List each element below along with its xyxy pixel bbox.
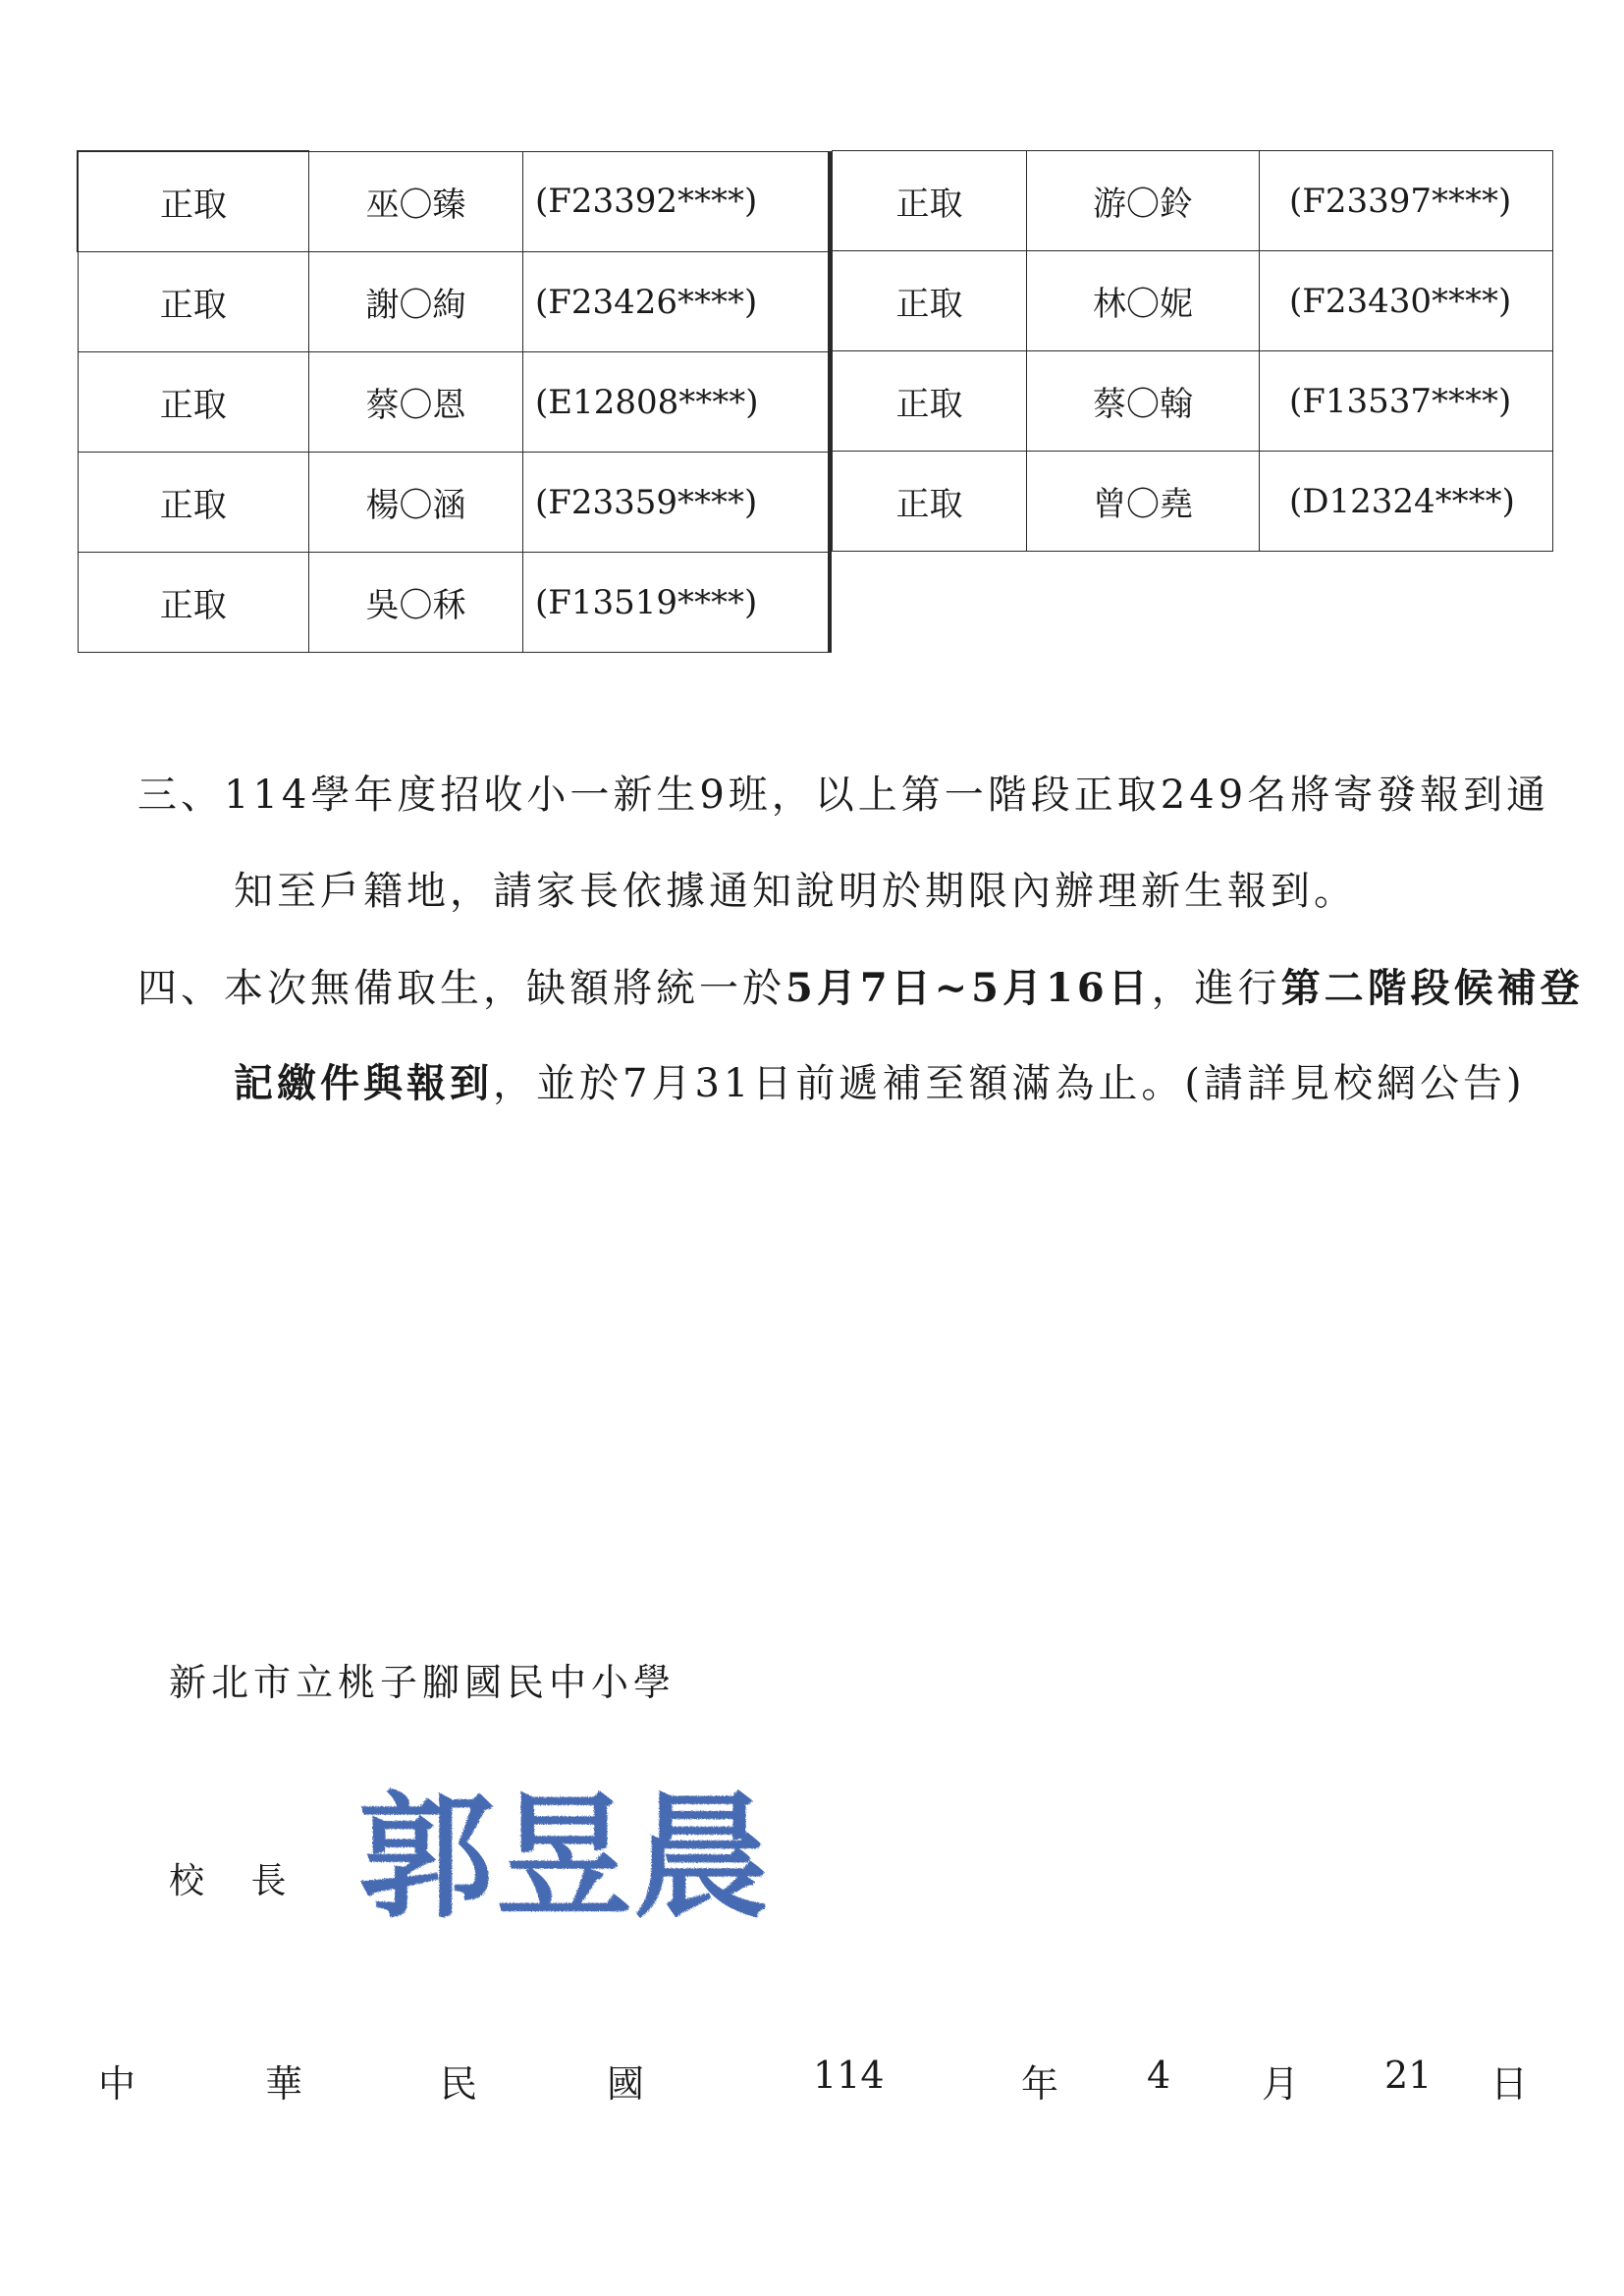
admission-table-left xyxy=(77,150,832,653)
notice-emphasis: 第二階段候補登 xyxy=(1280,965,1584,1011)
name-cell: 林〇妮 xyxy=(1027,251,1260,351)
status-cell: 正取 xyxy=(833,151,1027,251)
admission-table-right xyxy=(832,150,1553,552)
id-cell: (F13519****) xyxy=(523,553,831,653)
id-cell: (D12324****) xyxy=(1260,452,1553,552)
date-month: 4 xyxy=(1147,2054,1171,2097)
table-row xyxy=(78,553,830,653)
table-row xyxy=(78,151,830,252)
date-char: 中 xyxy=(98,2062,136,2106)
notice-emphasis: 記繳件與報到 xyxy=(234,1060,493,1106)
status-cell: 正取 xyxy=(833,351,1027,452)
notice-item-3-line-2: 知至戶籍地，請家長依據通知說明於期限內辦理新生報到。 xyxy=(234,869,1357,914)
id-cell: (F23359****) xyxy=(523,453,831,553)
status-cell: 正取 xyxy=(78,151,309,252)
table-row xyxy=(78,352,830,453)
status-cell: 正取 xyxy=(833,452,1027,552)
notice-text: 四、本次無備取生，缺額將統一於 xyxy=(137,966,785,1011)
table-row xyxy=(78,453,830,553)
status-cell: 正取 xyxy=(833,251,1027,351)
table-row xyxy=(78,252,830,352)
notice-item-4-line-2 xyxy=(234,1060,1526,1106)
school-name: 新北市立桃子腳國民中小學 xyxy=(169,1661,677,1704)
status-cell: 正取 xyxy=(78,453,309,553)
status-cell: 正取 xyxy=(78,352,309,453)
name-cell: 楊〇涵 xyxy=(309,453,523,553)
principal-signature-image xyxy=(329,1757,800,1963)
table-row xyxy=(833,251,1553,351)
id-cell: (F23430****) xyxy=(1260,251,1553,351)
name-cell: 曾〇堯 xyxy=(1027,452,1260,552)
name-cell: 蔡〇翰 xyxy=(1027,351,1260,452)
name-cell: 游〇鈴 xyxy=(1027,151,1260,251)
date-day: 21 xyxy=(1384,2054,1433,2097)
notice-dates: 5月7日~5月16日 xyxy=(785,965,1152,1011)
name-cell: 巫〇臻 xyxy=(309,151,523,252)
date-char: 日 xyxy=(1490,2062,1529,2106)
notice-item-4-line-1 xyxy=(137,965,1584,1011)
id-cell: (F23397****) xyxy=(1260,151,1553,251)
principal-label: 校 長 xyxy=(169,1861,304,1901)
table-row xyxy=(833,452,1553,552)
table-row xyxy=(833,351,1553,452)
signature-text: 郭昱晨 xyxy=(357,1777,772,1937)
name-cell: 蔡〇恩 xyxy=(309,352,523,453)
notice-item-3-line-1: 三、114學年度招收小一新生9班，以上第一階段正取249名將寄發報到通 xyxy=(137,773,1550,818)
date-year: 114 xyxy=(813,2054,885,2097)
id-cell: (F23426****) xyxy=(523,252,831,352)
date-char: 民 xyxy=(440,2062,478,2106)
table-row xyxy=(833,151,1553,251)
id-cell: (E12808****) xyxy=(523,352,831,453)
date-char: 國 xyxy=(607,2062,645,2106)
id-cell: (F13537****) xyxy=(1260,351,1553,452)
status-cell: 正取 xyxy=(78,553,309,653)
notice-text: ，並於7月31日前遞補至額滿為止。(請詳見校網公告) xyxy=(493,1061,1526,1106)
status-cell: 正取 xyxy=(78,252,309,352)
name-cell: 吳〇秝 xyxy=(309,553,523,653)
date-char: 月 xyxy=(1262,2062,1300,2106)
name-cell: 謝〇絢 xyxy=(309,252,523,352)
date-char: 年 xyxy=(1021,2062,1059,2106)
id-cell: (F23392****) xyxy=(523,151,831,252)
notice-text: ，進行 xyxy=(1151,966,1281,1011)
date-char: 華 xyxy=(265,2062,303,2106)
